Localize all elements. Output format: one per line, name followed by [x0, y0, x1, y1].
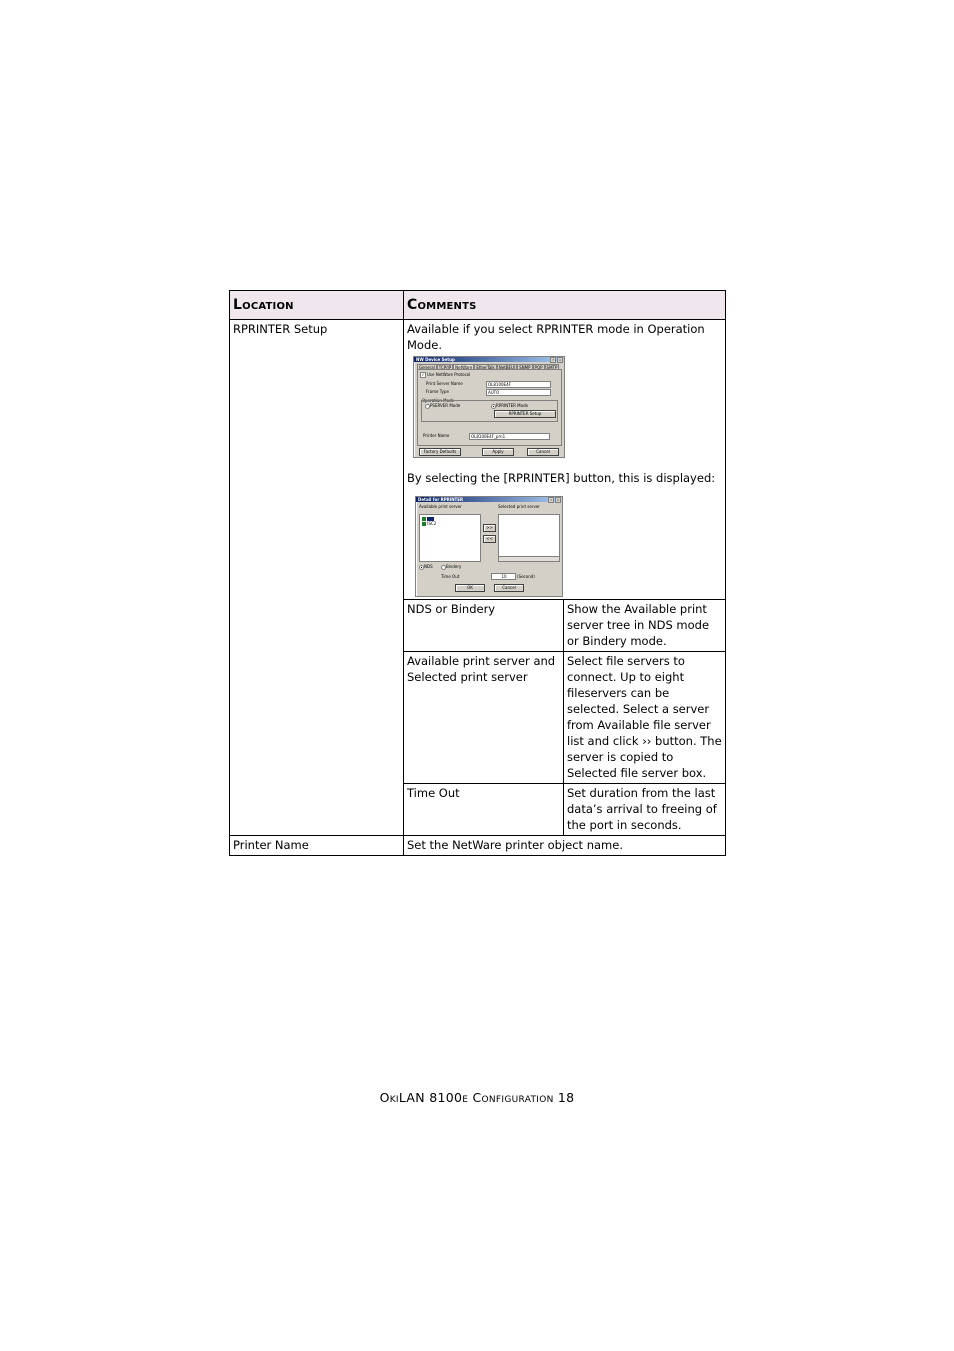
server-tree-icon — [422, 522, 426, 526]
help-icon: ? — [548, 497, 554, 503]
nds-label: NDS — [424, 564, 433, 569]
apply-button: Apply — [482, 448, 514, 456]
factory-defaults-button: Factory Defaults — [419, 448, 461, 456]
help-icon: ? — [550, 357, 556, 363]
cancel-button: Cancel — [527, 448, 559, 456]
tree-node-label: ISC2 — [427, 521, 437, 526]
dialog-title: NW Device Setup — [414, 357, 564, 362]
time-out-field: 10 — [491, 573, 516, 580]
sub-item-nds-bindery: NDS or Bindery — [404, 600, 564, 652]
title-buttons — [550, 357, 563, 362]
sub-item-time-out: Time Out — [404, 784, 564, 836]
sub-item-nds-bindery-desc: Show the Available print server tree in NDS mode or Bindery mode. — [564, 600, 726, 652]
cancel-button: Cancel — [494, 584, 524, 592]
frame-type-select: AUTO — [486, 389, 551, 396]
rprinter-comment-displayed: By selecting the [RPRINTER] button, this is displayed: — [407, 471, 716, 485]
close-icon: x — [557, 357, 563, 363]
use-netware-label: Use NetWare Protocol — [427, 372, 471, 377]
tab-netbeui: NetBEUI — [498, 365, 516, 370]
header-location: Location — [230, 291, 404, 320]
operation-mode-label: Operation Mode — [422, 398, 455, 403]
tab-pop: POP — [534, 365, 543, 370]
rprinter-setup-button: RPRINTER Setup — [494, 410, 556, 418]
sub-item-print-servers: Available print server and Selected print server — [404, 652, 564, 784]
configuration-table — [229, 290, 726, 856]
printer-name-label: Printer Name — [423, 433, 450, 438]
netware-setup-dialog-screenshot — [413, 356, 565, 458]
time-out-label: Time Out — [441, 574, 460, 579]
pserver-mode-label: PSERVER Mode — [430, 403, 461, 408]
tab-general: General — [419, 365, 435, 370]
tree-node — [422, 521, 436, 526]
dialog-title: Detail for RPRINTER — [416, 497, 562, 502]
location-rprinter-setup: RPRINTER Setup — [230, 320, 404, 836]
rprinter-comment-available: Available if you select RPRINTER mode in Operation Mode. — [407, 322, 705, 352]
header-comments: Comments — [404, 291, 726, 320]
page-footer: OkiLAN 8100e Configuration 18 — [379, 1090, 575, 1105]
use-netware-checkbox: ✓ — [421, 372, 425, 377]
print-server-name-field: OL8100E4F — [486, 381, 551, 388]
move-right-button: >> — [483, 524, 496, 532]
tab-snmp: SNMP — [519, 365, 531, 370]
available-print-server-label: Available print server — [419, 504, 462, 509]
location-printer-name: Printer Name — [230, 836, 404, 856]
comments-printer-name: Set the NetWare printer object name. — [404, 836, 726, 856]
title-buttons — [548, 497, 561, 502]
horizontal-scrollbar — [499, 556, 559, 561]
table-header-row — [230, 291, 726, 320]
rprinter-mode-label: RPRINTER Mode — [496, 403, 529, 408]
sub-item-time-out-desc: Set duration from the last data’s arrival to freeing of the port in seconds. — [564, 784, 726, 836]
bindery-label: Bindery — [446, 564, 462, 569]
move-left-button: << — [483, 535, 496, 543]
tab-ethertalk: EtherTalk — [476, 365, 495, 370]
table-row — [230, 320, 726, 600]
comments-rprinter-setup — [404, 320, 726, 600]
frame-type-label: Frame Type — [426, 389, 449, 394]
selected-server-list — [498, 514, 560, 562]
tab-tcpip: TCP/IP — [438, 365, 452, 370]
available-server-tree — [419, 514, 481, 562]
table-row — [230, 836, 726, 856]
tab-netware: NetWare — [455, 365, 473, 370]
close-icon: x — [555, 497, 561, 503]
tab-smtp: SMTP — [546, 365, 558, 370]
selected-print-server-label: Selected print server — [498, 504, 540, 509]
print-server-name-label: Print Server Name — [426, 381, 463, 386]
sub-item-print-servers-desc: Select file servers to connect. Up to eight fileservers can be selected. Select a server from Available file server list and click ›› button. The server is copied to Selected file server box. — [564, 652, 726, 784]
printer-name-field: OL8100E4F_prn1 — [469, 433, 550, 440]
seconds-label: (Second) — [517, 574, 535, 579]
rprinter-detail-dialog-screenshot — [415, 496, 563, 597]
ok-button: OK — [455, 584, 485, 592]
